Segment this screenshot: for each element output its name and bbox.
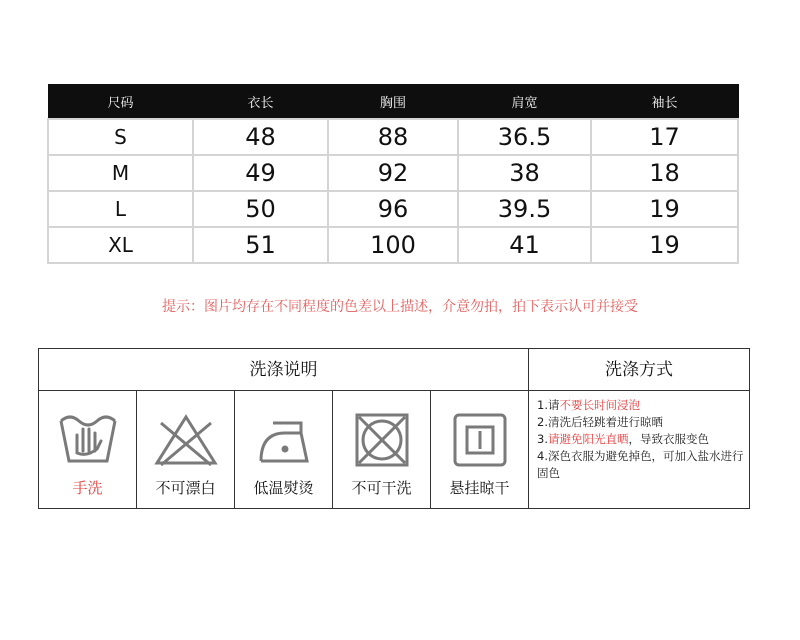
cell-shoulder: 36.5	[458, 119, 591, 155]
cell-size: S	[48, 119, 193, 155]
header-sleeve: 袖长	[591, 85, 738, 120]
table-row	[48, 119, 738, 155]
cell-chest: 92	[328, 155, 458, 191]
cell-chest: 96	[328, 191, 458, 227]
cell-sleeve: 19	[591, 191, 738, 227]
hand-wash-icon	[53, 409, 123, 471]
no-bleach-icon	[151, 409, 221, 471]
care-cell-hang-dry	[431, 391, 528, 508]
wash-note-1: 1.请不要长时间浸泡	[537, 398, 640, 412]
care-cell-low-iron	[235, 391, 333, 508]
cell-size: XL	[48, 227, 193, 263]
cell-sleeve: 19	[591, 227, 738, 263]
wash-method-notes	[537, 397, 745, 482]
care-cell-hand-wash	[39, 391, 137, 508]
low-iron-icon	[249, 409, 319, 471]
cell-length: 49	[193, 155, 328, 191]
care-instructions-header: 洗涤说明	[39, 349, 529, 391]
care-icons-row	[39, 391, 529, 508]
no-bleach-label: 不可漂白	[155, 479, 216, 497]
cell-sleeve: 17	[591, 119, 738, 155]
size-table-header-row	[48, 85, 738, 120]
header-size: 尺码	[48, 85, 193, 120]
care-cell-no-dry-clean	[333, 391, 431, 508]
no-dry-clean-icon	[347, 409, 417, 471]
hand-wash-label: 手洗	[72, 479, 103, 497]
header-length: 衣长	[193, 85, 328, 120]
care-table	[38, 348, 750, 509]
cell-length: 48	[193, 119, 328, 155]
cell-size: M	[48, 155, 193, 191]
color-difference-notice: 提示：图片均存在不同程度的色差以上描述，介意勿拍，拍下表示认可并接受	[162, 299, 638, 315]
cell-size: L	[48, 191, 193, 227]
header-chest: 胸围	[328, 85, 458, 120]
cell-shoulder: 39.5	[458, 191, 591, 227]
table-row	[48, 155, 738, 191]
table-row	[48, 227, 738, 263]
wash-methods-header: 洗涤方式	[529, 349, 749, 391]
header-shoulder: 肩宽	[458, 85, 591, 120]
cell-sleeve: 18	[591, 155, 738, 191]
cell-chest: 88	[328, 119, 458, 155]
care-cell-no-bleach	[137, 391, 235, 508]
no-dry-clean-label: 不可干洗	[351, 479, 412, 497]
cell-chest: 100	[328, 227, 458, 263]
low-iron-label: 低温熨烫	[253, 479, 314, 497]
size-table	[47, 84, 739, 264]
cell-shoulder: 41	[458, 227, 591, 263]
hang-dry-label: 悬挂晾干	[449, 479, 510, 497]
cell-shoulder: 38	[458, 155, 591, 191]
table-row	[48, 191, 738, 227]
wash-note-2: 2.清洗后轻跳着进行晾晒	[537, 415, 663, 429]
hang-dry-icon	[445, 409, 515, 471]
cell-length: 51	[193, 227, 328, 263]
cell-length: 50	[193, 191, 328, 227]
wash-note-3: 3.请避免阳光直晒，导致衣服变色	[537, 432, 709, 446]
wash-note-4: 4.深色衣服为避免掉色，可加入盐水进行固色	[537, 449, 744, 480]
